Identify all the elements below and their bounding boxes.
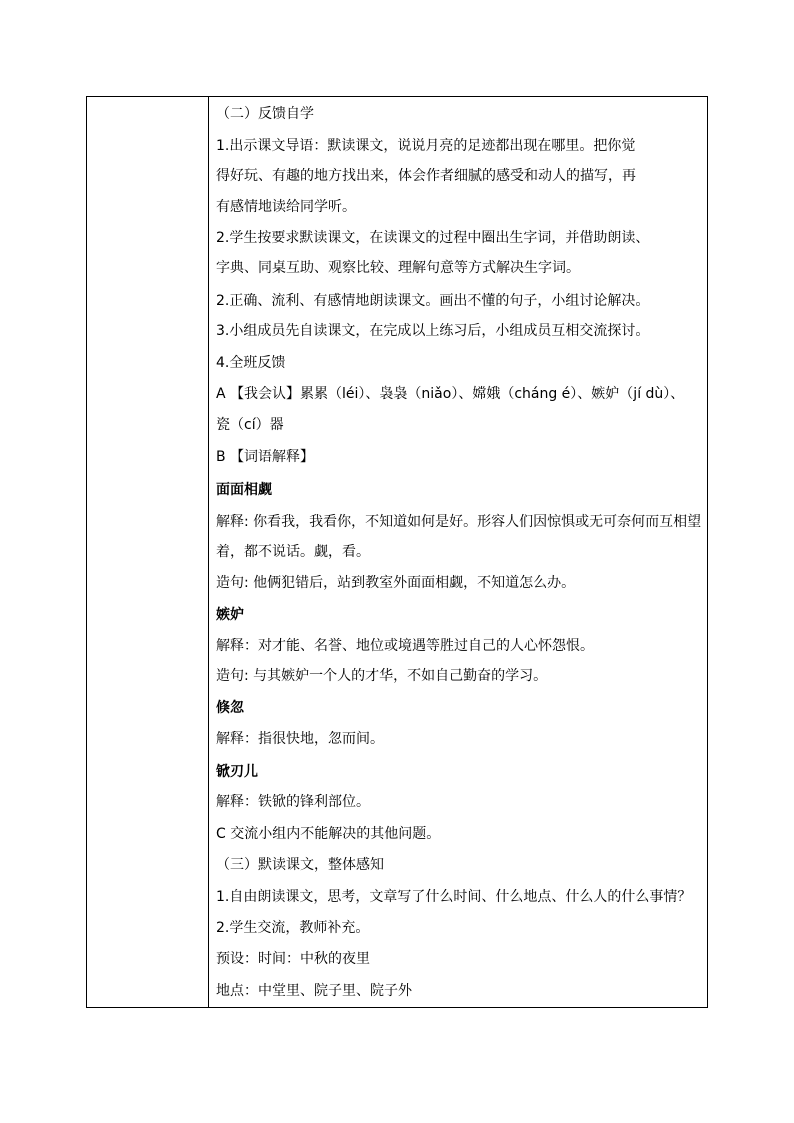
content-line: 2.正确、流利、有感情地朗读课文。画出不懂的句子，小组讨论解决。 (216, 293, 650, 309)
column-divider (208, 97, 209, 1007)
term-heading: 倏忽 (216, 700, 244, 716)
content-line: A 【我会认】累累（léi）、袅袅（niǎo）、嫦娥（cháng é）、嫉妒（jí dù）、 (216, 386, 685, 402)
content-line: 解释：对才能、名誉、地位或境遇等胜过自己的人心怀怨恨。 (216, 638, 594, 654)
content-line: 瓷（cí）器 (216, 417, 284, 433)
content-line: （二）反馈自学 (216, 106, 314, 122)
content-line: 造句: 与其嫉妒一个人的才华，不如自己勤奋的学习。 (216, 668, 548, 684)
content-line: 造句: 他俩犯错后，站到教室外面面相觑，不知道怎么办。 (216, 575, 576, 591)
content-line: 1.自由朗读课文，思考，文章写了什么时间、什么地点、什么人的什么事情？ (216, 889, 692, 905)
content-line: 解释：指很快地，忽而间。 (216, 731, 384, 747)
content-line: 地点：中堂里、院子里、院子外 (216, 983, 412, 999)
content-line: B 【词语解释】 (216, 449, 315, 465)
content-line: 着，都不说话。觑，看。 (216, 544, 370, 560)
content-line: 1.出示课文导语：默读课文，说说月亮的足迹都出现在哪里。把你觉 (216, 138, 636, 154)
content-line: 2.学生交流，教师补充。 (216, 920, 370, 936)
content-line: 2.学生按要求默读课文，在读课文的过程中圈出生字词，并借助朗读、 (216, 230, 650, 246)
content-line: 字典、同桌互助、观察比较、理解句意等方式解决生字词。 (216, 260, 580, 276)
lesson-table (86, 96, 708, 1008)
content-line: （三）默读课文，整体感知 (216, 857, 384, 873)
term-heading: 嫉妒 (216, 607, 244, 623)
content-line: 4.全班反馈 (216, 355, 286, 371)
content-line: 3.小组成员先自读课文，在完成以上练习后，小组成员互相交流探讨。 (216, 323, 650, 339)
content-line: 有感情地读给同学听。 (216, 199, 356, 215)
content-line: 得好玩、有趣的地方找出来，体会作者细腻的感受和动人的描写，再 (216, 168, 636, 184)
content-line: 解释: 你看我，我看你，不知道如何是好。形容人们因惊惧或无可奈何而互相望 (216, 514, 702, 530)
term-heading: 锨刃儿 (216, 764, 258, 780)
content-line: 预设：时间：中秋的夜里 (216, 951, 370, 967)
term-heading: 面面相觑 (216, 482, 272, 498)
content-line: C 交流小组内不能解决的其他问题。 (216, 826, 441, 842)
content-line: 解释：铁锨的锋利部位。 (216, 794, 370, 810)
